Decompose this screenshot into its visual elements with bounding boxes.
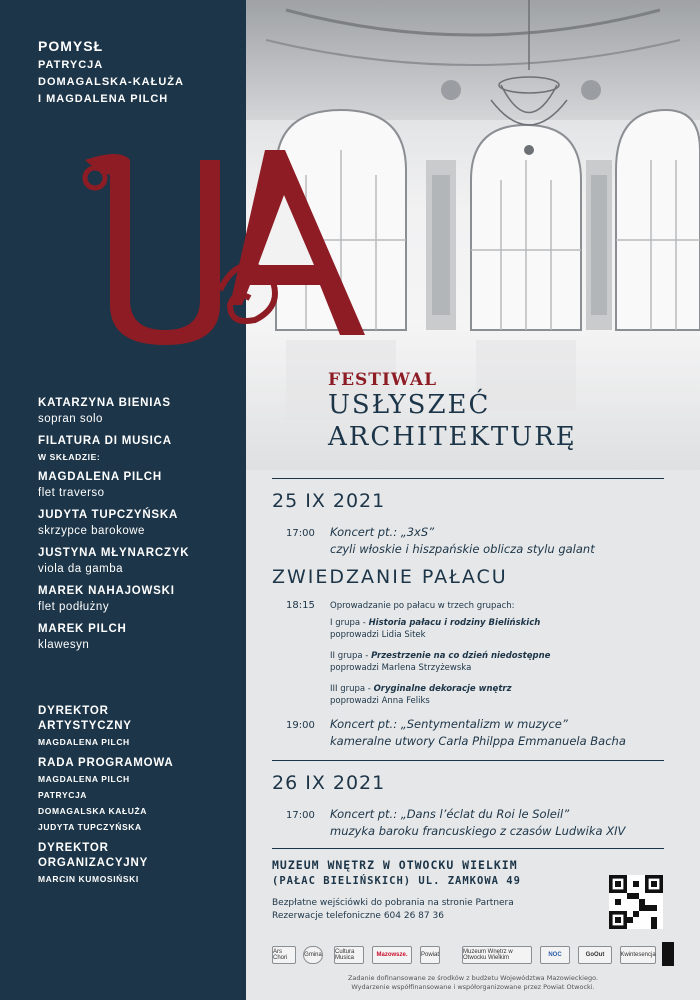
performer-role: skrzypce barokowe — [38, 525, 145, 537]
concept-heading: POMYSŁ — [38, 38, 104, 54]
group-title: Historia pałacu i rodziny Bielińskich — [368, 618, 541, 628]
sponsor-logo: NOC — [540, 946, 570, 964]
sponsor-logo: Powiat — [420, 946, 440, 964]
day1-concert-time: 17:00 — [286, 528, 315, 539]
tour-group-2-guide: poprowadzi Marlena Strzyżewska — [330, 663, 472, 673]
day1-date: 25 IX 2021 — [272, 490, 386, 512]
sponsor-logo: Kwintesencja — [620, 946, 656, 964]
divider — [272, 848, 664, 849]
program-board-member: JUDYTA TUPCZYŃSKA — [38, 822, 142, 832]
program-board-title: RADA PROGRAMOWA — [38, 757, 174, 769]
org-director-name: MARCIN KUMOSIŃSKI — [38, 874, 139, 884]
festival-title-2: ARCHITEKTURĘ — [328, 422, 577, 452]
group-title: Oryginalne dekoracje wnętrz — [373, 684, 512, 694]
staff-list — [38, 704, 243, 887]
artistic-director-title-2: ARTYSTYCZNY — [38, 720, 132, 732]
sponsor-logo: Muzeum Wnętrz w Otwocku Wielkim — [462, 946, 532, 964]
funding-line-1: Zadanie dofinansowane ze środków z budżetu Województwa Mazowieckiego. — [347, 974, 599, 982]
qr-code[interactable] — [609, 875, 663, 929]
performer-name: MAREK PILCH — [38, 623, 127, 635]
performer-name: KATARZYNA BIENIAS — [38, 397, 171, 409]
performer-role: flet traverso — [38, 487, 105, 499]
performer — [38, 470, 243, 501]
day2-concert-title: Koncert pt.: „Dans l’éclat du Roi le Soleil” — [330, 807, 570, 821]
performer-name: FILATURA DI MUSICA — [38, 435, 172, 447]
day1-concert-subtitle: czyli włoskie i hiszpańskie oblicza stylu galant — [330, 542, 595, 556]
divider — [272, 760, 664, 761]
performer-name: MAGDALENA PILCH — [38, 471, 163, 483]
tour-group-3-guide: poprowadzi Anna Feliks — [330, 696, 430, 706]
performer — [38, 584, 243, 615]
day1-concert2-time: 19:00 — [286, 720, 315, 731]
group-title: Przestrzenie na co dzień niedostępne — [371, 651, 551, 661]
tour-heading: ZWIEDZANIE PAŁACU — [272, 566, 508, 588]
tour-group-1-guide: poprowadzi Lidia Sitek — [330, 630, 426, 640]
performer — [38, 508, 243, 539]
performer — [38, 546, 243, 577]
performer-role: W SKŁADZIE: — [38, 452, 101, 462]
sponsor-logo: Ars Chori — [272, 946, 296, 964]
reservation-info: Rezerwacje telefoniczne 604 26 87 36 — [272, 911, 444, 921]
performer-name: JUDYTA TUPCZYŃSKA — [38, 509, 179, 521]
performer — [38, 396, 243, 427]
tickets-info: Bezpłatne wejściówki do pobrania na stronie Partnera — [272, 898, 514, 908]
performer-role: viola da gamba — [38, 563, 123, 575]
funding-note — [246, 974, 700, 992]
group-label: II grupa - — [330, 651, 372, 661]
day1-concert-title: Koncert pt.: „3xS” — [330, 525, 435, 539]
ua-logo — [70, 140, 390, 350]
org-director-title-2: ORGANIZACYJNY — [38, 857, 149, 869]
performer — [38, 434, 243, 465]
performer — [38, 622, 243, 653]
program-board-member: PATRYCJA — [38, 790, 88, 800]
artistic-director-title: DYREKTOR — [38, 705, 109, 717]
day2-date: 26 IX 2021 — [272, 772, 386, 794]
group-label: I grupa - — [330, 618, 369, 628]
festival-label: FESTIWAL — [328, 370, 438, 390]
divider — [272, 478, 664, 479]
performer-name: MAREK NAHAJOWSKI — [38, 585, 175, 597]
sponsor-logo: Gmina — [303, 946, 323, 964]
artistic-director-name: MAGDALENA PILCH — [38, 737, 130, 747]
program-board-member: MAGDALENA PILCH — [38, 774, 130, 784]
tour-intro: Oprowadzanie po pałacu w trzech grupach: — [330, 601, 515, 611]
performer-name: JUSTYNA MŁYNARCZYK — [38, 547, 190, 559]
day1-concert2-title: Koncert pt.: „Sentymentalizm w muzyce” — [330, 717, 568, 731]
day2-concert-subtitle: muzyka baroku francuskiego z czasów Ludwika XIV — [330, 824, 626, 838]
concept-line-1: PATRYCJA — [38, 59, 104, 71]
performer-role: flet podłużny — [38, 601, 110, 613]
day2-concert-time: 17:00 — [286, 810, 315, 821]
concept-line-3: I MAGDALENA PILCH — [38, 93, 169, 105]
sponsor-logo: GoOut — [578, 946, 612, 964]
sponsor-logo-mark — [662, 942, 674, 966]
performer-role: klawesyn — [38, 639, 90, 651]
funding-line-2: Wydarzenie współfinansowane i współorganizowane przez Powiat Otwocki. — [351, 983, 595, 991]
venue-address: (PAŁAC BIELIŃSKICH) UL. ZAMKOWA 49 — [272, 875, 521, 887]
sponsor-logo: Cultura Musica — [334, 946, 364, 964]
tour-group-3 — [330, 683, 512, 695]
program-board-member: DOMAGALSKA KAŁUŻA — [38, 806, 148, 816]
concept-line-2: DOMAGALSKA-KAŁUŻA — [38, 76, 184, 88]
performer-role: sopran solo — [38, 413, 103, 425]
org-director-title: DYREKTOR — [38, 842, 109, 854]
day1-concert2-subtitle: kameralne utwory Carla Philppa Emmanuela Bacha — [330, 734, 626, 748]
venue-name: MUZEUM WNĘTRZ W OTWOCKU WIELKIM — [272, 858, 518, 872]
sponsor-logo: Mazowsze. — [372, 946, 412, 964]
performers-list — [38, 396, 243, 660]
tour-group-2 — [330, 650, 550, 662]
group-label: III grupa - — [330, 684, 374, 694]
tour-group-1 — [330, 617, 540, 629]
festival-title-1: USŁYSZEĆ — [328, 390, 491, 420]
tour-time: 18:15 — [286, 600, 315, 611]
